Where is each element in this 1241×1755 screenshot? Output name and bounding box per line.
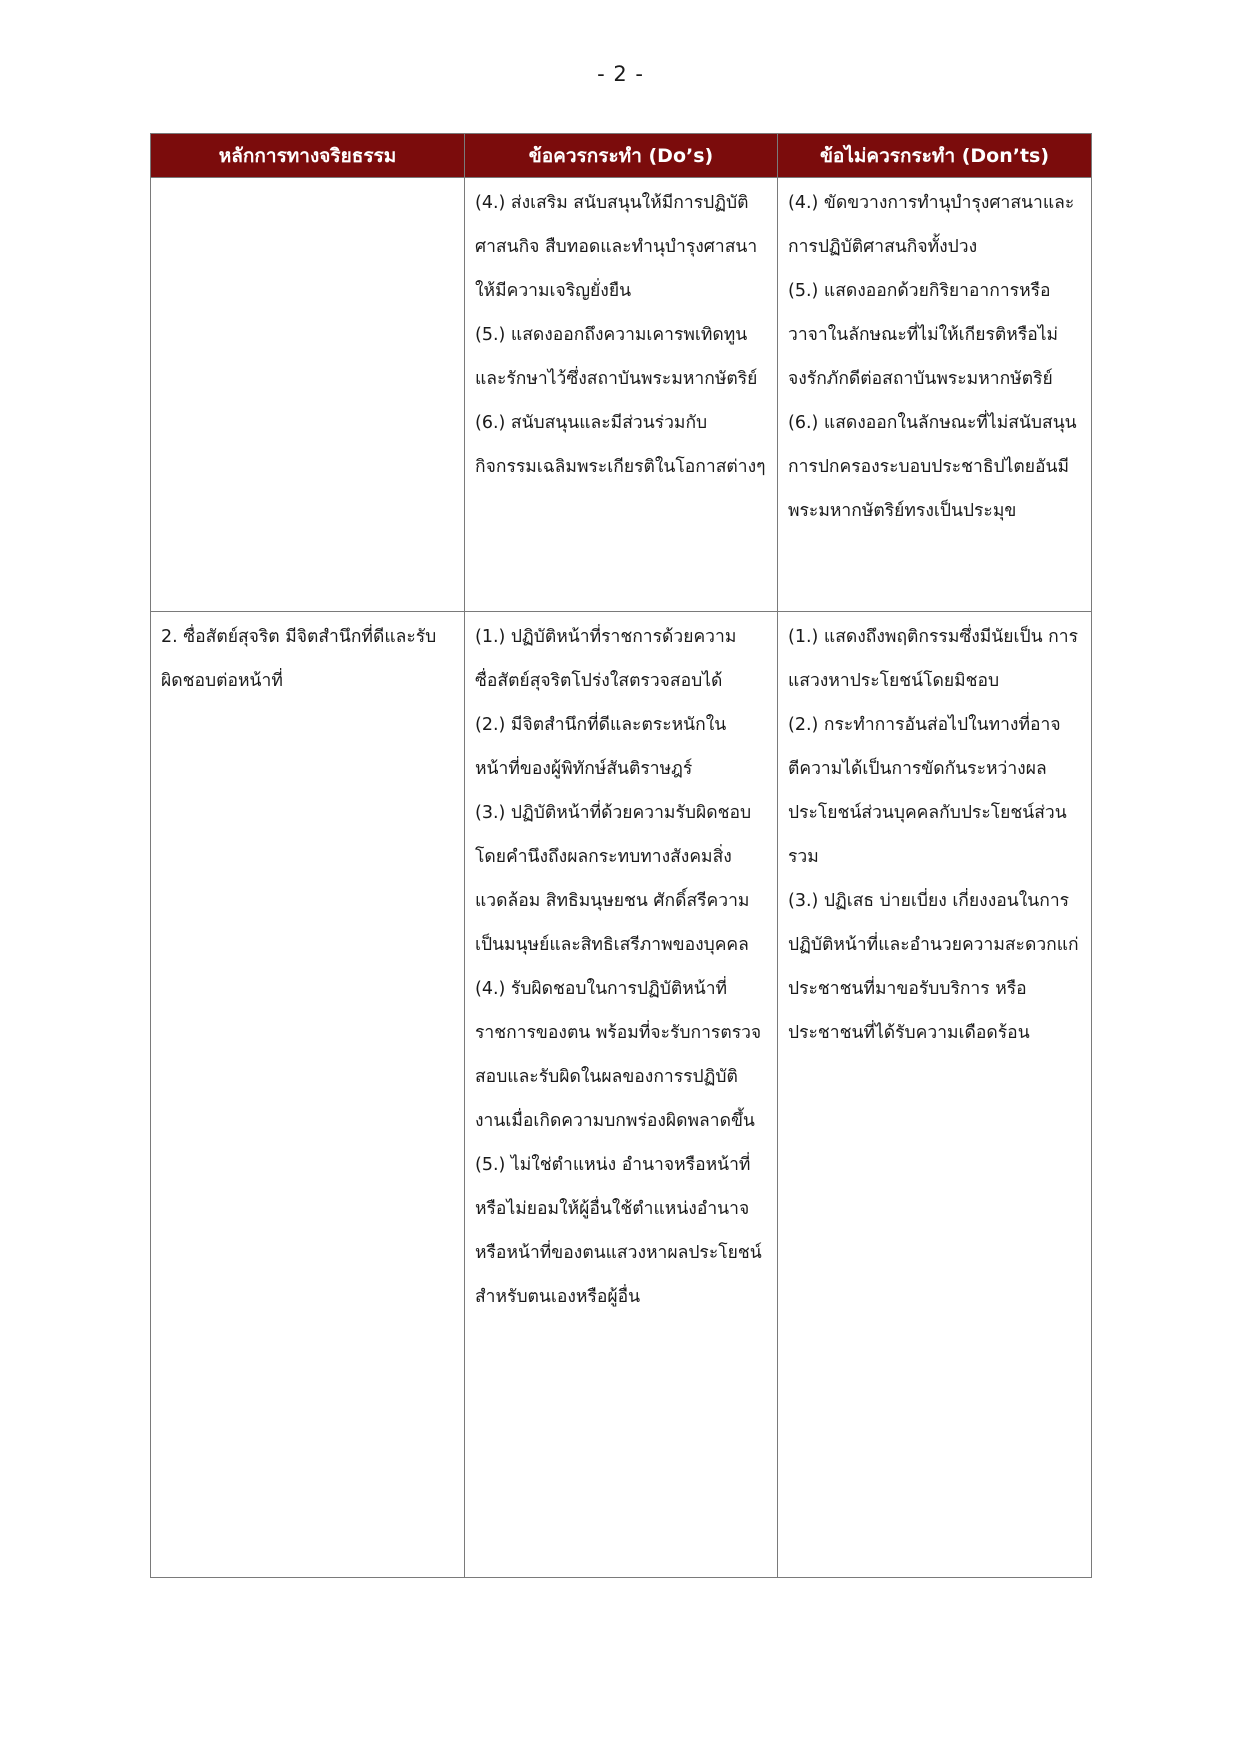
header-dos: ข้อควรกระทำ (Do’s): [465, 134, 778, 178]
dos-item: (1.) ปฏิบัติหน้าที่ราชการด้วยความซื่อสัตย์สุจริตโปร่งใสตรวจสอบได้: [475, 627, 737, 691]
table-header-row: [151, 134, 1092, 178]
header-donts: ข้อไม่ควรกระทำ (Don’ts): [778, 134, 1092, 178]
dos-item: (2.) มีจิตสำนึกที่ดีและตระหนักในหน้าที่ของผู้พิทักษ์สันติราษฎร์: [475, 715, 727, 779]
donts-cell: [778, 612, 1092, 1578]
ethics-table: [150, 133, 1092, 1578]
donts-item: (1.) แสดงถึงพฤติกรรมซึ่งมีนัยเป็น การแสวงหาประโยชน์โดยมิชอบ: [788, 627, 1078, 691]
dos-item: (5.) ไม่ใช่ตำแหน่ง อำนาจหรือหน้าที่ หรือไม่ยอมให้ผู้อื่นใช้ตำแหน่งอำนาจหรือหน้าที่ของตนแสวงหาผลประโยชน์สำหรับตนเองหรือผู้อื่น: [475, 1155, 762, 1307]
header-principle: หลักการทางจริยธรรม: [151, 134, 465, 178]
dos-cell: [465, 178, 778, 612]
donts-item: (3.) ปฏิเสธ บ่ายเบี่ยง เกี่ยงงอนในการปฏิบัติหน้าที่และอำนวยความสะดวกแก่ประชาชนที่มาขอรับบริการ หรือประชาชนที่ได้รับความเดือดร้อน: [788, 891, 1079, 1043]
principle-cell: [151, 178, 465, 612]
dos-item: (6.) สนับสนุนและมีส่วนร่วมกับกิจกรรมเฉลิมพระเกียรติในโอกาสต่างๆ: [475, 413, 766, 477]
dos-item: (4.) ส่งเสริม สนับสนุนให้มีการปฏิบัติศาสนกิจ สืบทอดและทำนุบำรุงศาสนาให้มีความเจริญยั่งยืน: [475, 193, 758, 301]
donts-item: (2.) กระทำการอันส่อไปในทางที่อาจตีความได้เป็นการขัดกันระหว่างผลประโยชน์ส่วนบุคคลกับประโยชน์ส่วนรวม: [788, 715, 1067, 867]
page-number: - 2 -: [597, 62, 644, 86]
donts-item: (6.) แสดงออกในลักษณะที่ไม่สนับสนุนการปกครองระบอบประชาธิปไตยอันมีพระมหากษัตริย์ทรงเป็นประมุข: [788, 413, 1077, 521]
principle-text: 2. ซื่อสัตย์สุจริต มีจิตสำนึกที่ดีและรับผิดชอบต่อหน้าที่: [161, 627, 437, 691]
donts-cell: [778, 178, 1092, 612]
dos-item: (4.) รับผิดชอบในการปฏิบัติหน้าที่ราชการของตน พร้อมที่จะรับการตรวจสอบและรับผิดในผลของการรปฏิบัติงานเมื่อเกิดความบกพร่องผิดพลาดขึ้น: [475, 979, 762, 1131]
table-row: [151, 612, 1092, 1578]
donts-item: (5.) แสดงออกด้วยกิริยาอาการหรือวาจาในลักษณะที่ไม่ให้เกียรติหรือไม่จงรักภักดีต่อสถาบันพระมหากษัตริย์: [788, 281, 1059, 389]
principle-cell: [151, 612, 465, 1578]
table-row: [151, 178, 1092, 612]
dos-item: (3.) ปฏิบัติหน้าที่ด้วยความรับผิดชอบโดยคำนึงถึงผลกระทบทางสังคมสิ่งแวดล้อม สิทธิมนุษยชน ศักดิ์สรีความเป็นมนุษย์และสิทธิเสรีภาพของบุคคล: [475, 803, 752, 955]
dos-cell: [465, 612, 778, 1578]
donts-item: (4.) ขัดขวางการทำนุบำรุงศาสนาและการปฏิบัติศาสนกิจทั้งปวง: [788, 193, 1075, 257]
dos-item: (5.) แสดงออกถึงความเคารพเทิดทูน และรักษาไว้ซึ่งสถาบันพระมหากษัตริย์: [475, 325, 758, 389]
